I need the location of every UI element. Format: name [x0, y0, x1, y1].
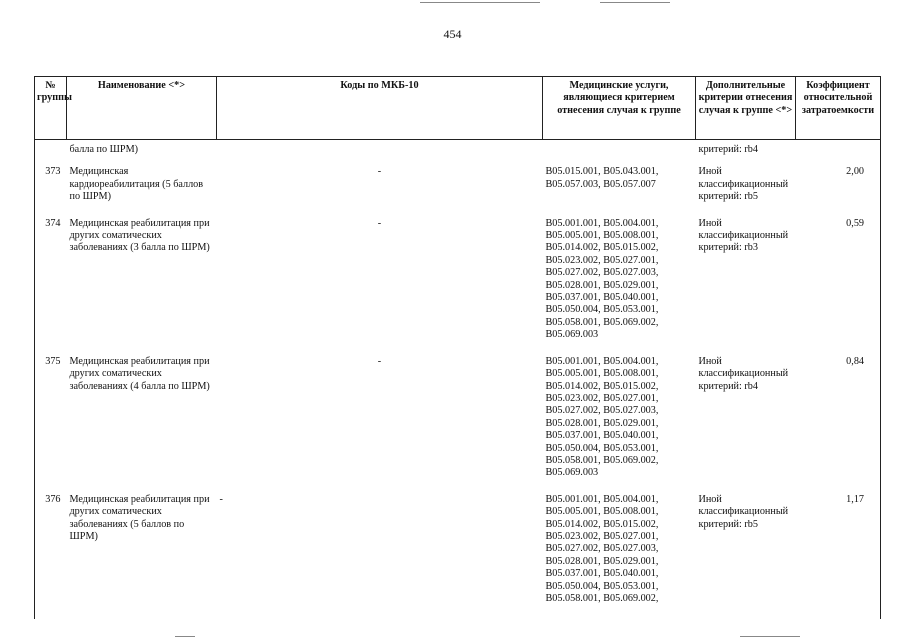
scan-edge-mark [740, 636, 800, 637]
header-name: Наименование <*> [67, 77, 217, 140]
cell-name: Медицинская кардиореабилитация (5 баллов по ШРМ) [69, 166, 204, 203]
service-codes-line: B05.028.001, B05.029.001, [545, 279, 659, 291]
service-codes-line: B05.023.002, B05.027.001, [545, 254, 659, 266]
table-row [35, 356, 881, 494]
service-codes-line: B05.050.004, B05.053.001, [545, 304, 659, 316]
cell-services [543, 356, 696, 494]
service-codes-line: B05.001.001, B05.004.001, [545, 493, 659, 505]
service-codes-line: B05.028.001, B05.029.001, [545, 555, 659, 567]
cell-group-number: 374 [35, 218, 67, 356]
table-row [35, 494, 881, 620]
service-codes-line: B05.057.003, B05.057.007 [545, 178, 656, 190]
cell-name: Медицинская реабилитация при других соматических заболеваниях (4 балла по ШРМ) [69, 355, 210, 392]
cell-group-number: 376 [35, 494, 67, 620]
service-codes-line: B05.028.001, B05.029.001, [545, 417, 659, 429]
cell-extra-criteria: критерий: rb4 [698, 144, 758, 155]
cell-services [543, 166, 696, 217]
service-codes-line: B05.058.001, B05.069.002, [545, 593, 659, 604]
cell-group-number: 373 [35, 166, 67, 217]
service-codes-line: B05.050.004, B05.053.001, [545, 580, 659, 592]
header-medical-services: Медицинские услуги, являющиеся критерием отнесения случая к группе [543, 77, 696, 140]
table-row [35, 218, 881, 356]
cell-name: балла по ШРМ) [69, 144, 139, 155]
cell-services [543, 494, 696, 620]
cell-extra-criteria: Иной классификационный критерий: rb5 [698, 493, 789, 530]
service-codes-line: B05.037.001, B05.040.001, [545, 568, 659, 580]
service-codes-line: B05.014.002, B05.015.002, [545, 380, 659, 392]
service-codes-line: B05.014.002, B05.015.002, [545, 242, 659, 254]
service-codes-line: B05.005.001, B05.008.001, [545, 506, 659, 518]
service-codes-line: B05.005.001, B05.008.001, [545, 230, 659, 242]
cell-coefficient: 2,00 [796, 166, 881, 217]
scan-edge-mark [420, 2, 540, 3]
cell-extra-criteria: Иной классификационный критерий: rb5 [698, 166, 789, 203]
cell-name: Медицинская реабилитация при других соматических заболеваниях (3 балла по ШРМ) [69, 217, 210, 254]
cell-icd10: - [219, 493, 223, 505]
cell-coefficient [796, 140, 881, 167]
row-name-text: Медицинская реабилитация при других соматических заболеваниях (5 баллов по ШРМ) [69, 493, 210, 542]
service-codes-line: B05.001.001, B05.004.001, [545, 217, 659, 229]
cell-services [543, 218, 696, 356]
service-codes-line: B05.069.003 [545, 329, 599, 341]
service-codes-line: B05.058.001, B05.069.002, [545, 454, 659, 466]
cell-services [543, 140, 696, 167]
service-codes-line: B05.037.001, B05.040.001, [545, 430, 659, 442]
service-codes-line: B05.069.003 [545, 467, 599, 479]
tariff-group-table [34, 76, 881, 619]
service-codes-line: B05.023.002, B05.027.001, [545, 530, 659, 542]
service-codes-line: B05.027.002, B05.027.003, [545, 267, 659, 279]
cell-extra-criteria: Иной классификационный критерий: rb3 [698, 217, 789, 254]
table-row-continuation [35, 140, 881, 167]
cell-coefficient: 0,84 [796, 356, 881, 494]
header-icd10-codes: Коды по МКБ-10 [217, 77, 543, 140]
service-codes-line: B05.001.001, B05.004.001, [545, 355, 659, 367]
scan-edge-mark [175, 636, 195, 637]
header-group-number: № группы [35, 77, 67, 140]
cell-group-number [35, 140, 67, 167]
service-codes-line: B05.015.001, B05.043.001, [545, 166, 659, 178]
cell-icd10 [217, 140, 543, 167]
cell-icd10: - [377, 166, 382, 178]
cell-name [67, 494, 217, 620]
header-extra-criteria: Дополнительные критерии отнесения случая к группе <*> [696, 77, 796, 140]
scan-edge-mark [600, 2, 670, 3]
table-header-row [35, 77, 881, 140]
service-codes-line: B05.027.002, B05.027.003, [545, 543, 659, 555]
service-codes-line: B05.050.004, B05.053.001, [545, 442, 659, 454]
table-row [35, 166, 881, 217]
service-codes-line: B05.027.002, B05.027.003, [545, 405, 659, 417]
service-codes-line: B05.023.002, B05.027.001, [545, 392, 659, 404]
page-number: 454 [443, 27, 462, 41]
cell-coefficient: 1,17 [796, 494, 881, 620]
service-codes-line: B05.037.001, B05.040.001, [545, 292, 659, 304]
service-codes-line: B05.058.001, B05.069.002, [545, 316, 659, 328]
cell-coefficient: 0,59 [796, 218, 881, 356]
cell-group-number: 375 [35, 356, 67, 494]
cell-extra-criteria: Иной классификационный критерий: rb4 [698, 355, 789, 392]
cell-icd10: - [377, 217, 382, 229]
service-codes-line: B05.014.002, B05.015.002, [545, 518, 659, 530]
header-coefficient: Коэффициент относительной затратоемкости [796, 77, 881, 140]
service-codes-line: B05.005.001, B05.008.001, [545, 368, 659, 380]
cell-icd10: - [377, 355, 382, 367]
